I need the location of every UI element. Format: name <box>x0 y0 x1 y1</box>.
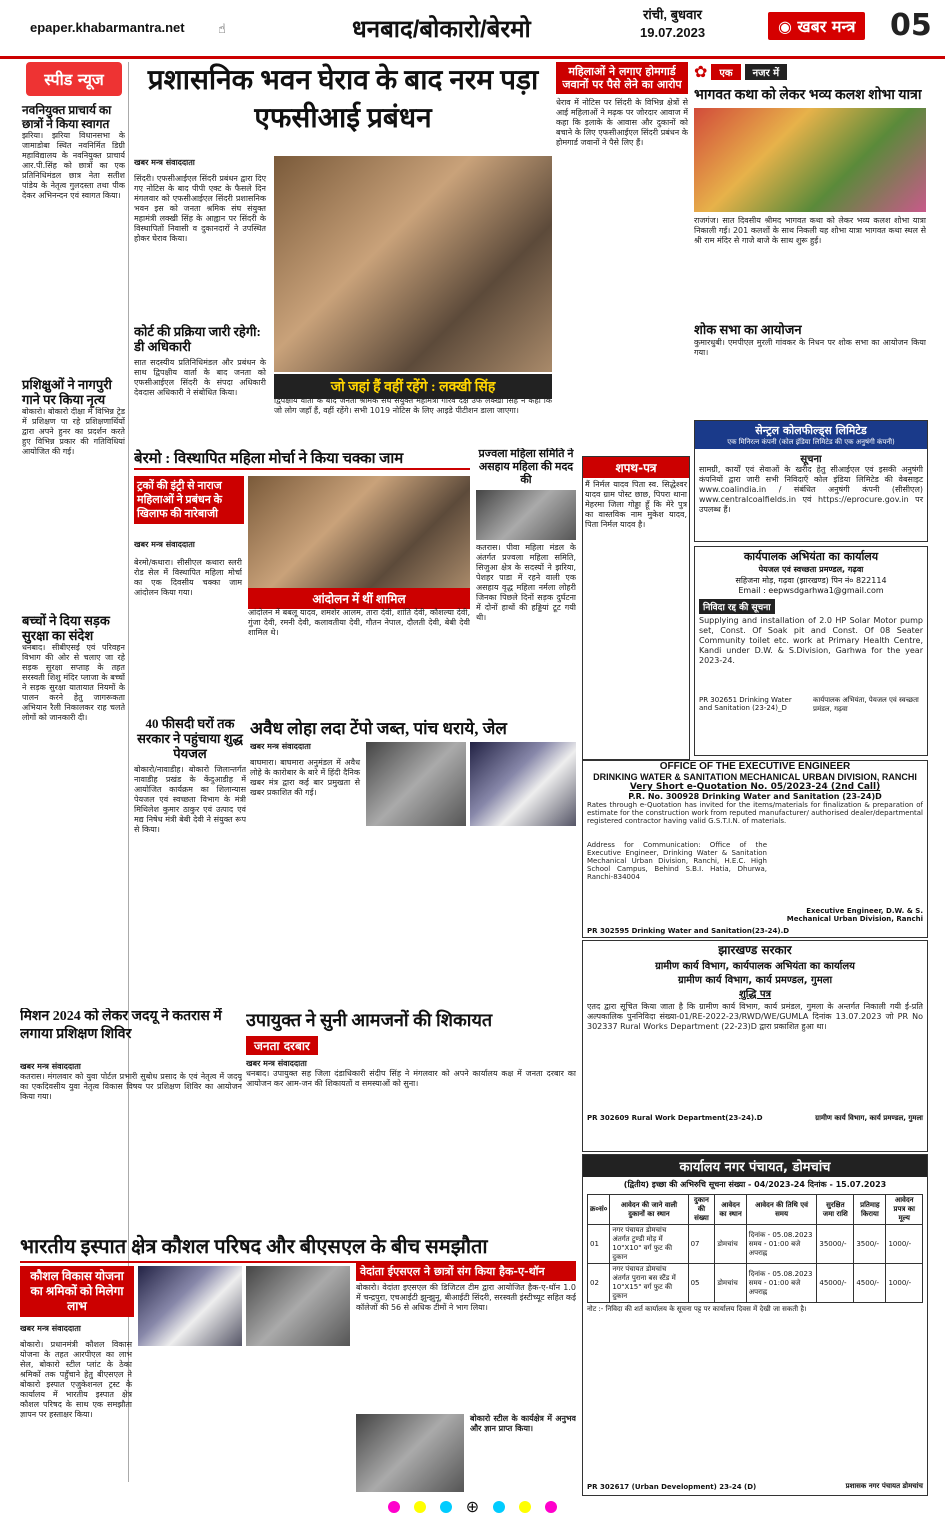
ccl-notice-title: सूचना <box>800 454 822 465</box>
iron-headline: अवैध लोहा लदा टेंपो जब्त, पांच धराये, जेल <box>250 719 507 738</box>
domchanch-notice <box>582 1154 928 1496</box>
gumla-notice <box>582 940 928 1152</box>
brand-logo <box>768 12 865 40</box>
women-allegation-box <box>556 62 688 442</box>
gumla-pr: PR 302609 Rural Work Department(23-24).D <box>587 1114 763 1122</box>
gumla-title: झारखण्ड सरकार <box>718 943 792 957</box>
table-header: आवेदन की जाने वाली दुकानों का स्थान <box>610 1195 688 1225</box>
speed-news-title-2: प्रशिक्षुओं ने नागपुरी गाने पर किया नृत्य <box>22 377 112 407</box>
bhagwat-headline: भागवत कथा को लेकर भव्य कलश शोभा यात्रा <box>694 88 922 103</box>
gumla-sign: ग्रामीण कार्य विभाग, कार्य प्रमण्डल, गुमला <box>815 1114 923 1122</box>
table-cell: दिनांक - 05.08.2023 समय - 01:00 बजे अपराह्न <box>746 1225 817 1264</box>
garhwa-body: Supplying and installation of 2.0 HP Solar Motor pump set, Const. Of Soak pit and Const. Of 08 Seater Community toilet etc. work at Primary Health Centre, Kandi under D.W. & S.Division, Garhwa for the year 2023-24. <box>699 616 923 665</box>
flower-icon: ✿ <box>694 62 708 81</box>
brand-logo-icon: ◉ <box>778 17 798 36</box>
lead-byline: खबर मन्त्र संवाददाता <box>134 158 195 167</box>
table-header: दुकान की संख्या <box>688 1195 715 1225</box>
ranchi-tender <box>582 760 928 938</box>
table-cell: 3500/- <box>854 1225 886 1264</box>
ranchi-body: Rates through e-Quotation has invited for the items/materials for finalization & preparation of estimate for the construction work from reputed manufacturer/ authorised dealer/departmental registered contractor having valid G.S.T.I.N. of materials. <box>587 801 923 825</box>
color-swatch-icon <box>414 1501 426 1513</box>
gumla-body: एतद द्वारा सूचित किया जाता है कि ग्रामीण कार्य विभाग, कार्य प्रमंडल, गुमला के अन्तर्गत निकाली गयी ई-प्रति अल्पकालिक पुननिविदा संख्या-01/RE-2022-23/RWD/WE/GUMLA दिनांक 13.07.2023 जो PR No 302337 Rural Works Department (22-23)D द्वारा प्रकाशित हुआ था। <box>587 1002 923 1031</box>
lead-body: सिंदरी। एफसीआईएल सिंदरी प्रबंधन द्वारा दिए गए नोटिस के बाद पीपी एक्ट के फैसले दिन मंगलवार को एफसीआईएल सिंदरी प्रशासनिक भवन इस को जनता श्रमिक संघ संयुक्त महामंत्री लक्खी सिंह के आह्वान पर सिंदरी के विस्थापितों निवासी व दुकानदारों ने उपस्थित होकर घेराव किया। <box>134 174 266 243</box>
color-swatch-icon <box>493 1501 505 1513</box>
dc-headline: उपायुक्त ने सुनी आमजनों की शिकायत <box>246 1010 493 1030</box>
garhwa-notice-title: निविदा रद्द की सूचना <box>699 599 775 614</box>
steel-byline: खबर मन्त्र संवाददाता <box>20 1324 81 1333</box>
garhwa-title: कार्यपालक अभियंता का कार्यालय <box>743 550 879 563</box>
jdu-byline: खबर मन्त्र संवाददाता <box>20 1062 81 1071</box>
vedanta-body: बोकारो। वेदांता इएसएल की डिजिटल टीम द्वारा आयोजित हैक-ए-थॉन 1.0 में चन्द्रपुरा, एचआईटी झुन्झुनू, बीआईटी सिंदरी, सरस्वती इंस्टीच्यूट सहित कई कॉलेजों की 56 से अधिक टीमों ने भाग लिया। <box>356 1283 576 1312</box>
garhwa-pr: PR 302651 Drinking Water and Sanitation (23-24)_D <box>699 696 792 712</box>
table-row <box>588 1225 923 1264</box>
table-header: आवेदन की तिथि एवं समय <box>746 1195 817 1225</box>
steel-mou-photo <box>138 1266 242 1346</box>
table-cell: 35000/- <box>817 1225 854 1264</box>
oath-body: मैं निर्मल यादव पिता स्व. सिद्धेश्वर यादव ग्राम पोस्ट छाछ, पिपरा थाना मेहरमा जिला गोड्डा हूँ कि मेरे पुत्र का वास्तविक नाम मुकेश यादव, पिता निर्मल यादव है। <box>585 480 687 529</box>
vedanta-hackathon-photo <box>356 1414 464 1492</box>
prajwala-story <box>476 448 576 710</box>
table-cell: दिनांक - 05.08.2023 समय - 01:00 बजे अपराह्न <box>746 1264 817 1303</box>
speed-news-title-1: नवनियुक्त प्राचार्य का छात्रों ने किया स्वागत <box>22 103 112 131</box>
domchanch-table <box>587 1194 923 1303</box>
ccl-company: सेन्ट्रल कोलफील्ड्स लिमिटेड <box>755 424 867 437</box>
lead-caption-body: द्विपक्षीय वार्ता के बाद जनता श्रमिक संघ संयुक्त महामंत्री गौरव दक्ष उर्फ लक्खी सिंह ने कहा कि जो लोग जहाँ हैं, वहीं रहेंगे। सभी 1019 नोटिस के लिए आइडे पीटीशन डाला जाएगा। <box>274 396 552 415</box>
table-cell: 1000/- <box>886 1264 923 1303</box>
domchanch-pr: PR 302617 (Urban Development) 23-24 (D) <box>587 1483 757 1491</box>
table-cell: 1000/- <box>886 1225 923 1264</box>
oath-title: शपथ-पत्र <box>583 457 689 478</box>
color-swatch-icon <box>545 1501 557 1513</box>
speed-news-body-3: धनबाद। सीबीएसई एवं परिवहन विभाग की ओर से चलाए जा रहे सड़क सुरक्षा सप्ताह के तहत सरस्वती शिशु मंदिर प्लाजा के बच्चों ने सड़क सुरक्षा यातायात नियमों के पालन करने हेतु जागरूकता अभियान रैली निकालकर राह चलते लोगों को जानकारी दी। <box>22 643 125 722</box>
iron-body: बाघमारा। बाघमारा अनुमंडल में अवैध लोहे के कारोबार के बारे में हिंदी दैनिक खबर मंत्र द्वारा कई बार प्रमुखता से खबर प्रकाशित की गई। <box>250 758 360 797</box>
table-cell: 01 <box>588 1225 610 1264</box>
ccl-company-sub: एक मिनिरत्न कंपनी (कोल इंडिया लिमिटेड की एक अनुषंगी कंपनी) <box>727 438 895 446</box>
brand-name: खबर मन्त्र <box>797 17 856 36</box>
domchanch-title: कार्यालय नगर पंचायत, डोमचांच <box>583 1155 927 1177</box>
lead-sub-body: सात सदस्यीय प्रतिनिधिमंडल और प्रबंधन के साथ द्विपक्षीय वार्ता के बाद जनता को एफसीआईएल सिंदरी के संपदा अधिकारी देवदास अधिकारी ने संबोधित किया। <box>134 358 266 397</box>
lead-subhead: कोर्ट की प्रक्रिया जारी रहेगी: डी अधिकारी <box>134 324 261 354</box>
table-cell: नगर पंचायत डोमचांच अंतर्गत पुराना बस स्टैंड में 10"X15" वर्ग फुट की दुकान <box>610 1264 688 1303</box>
bermo-body: बेरमो/कथारा। सीसीएल कथारा स्लरी रोड सेल में विस्थापित महिला मोर्चा का एक दिवसीय चक्का जाम आंदोलन किया गया। <box>134 558 242 597</box>
domchanch-note: नोट :- निविदा की शर्त कार्यालय के सूचना पट्ट पर कार्यालय दिवस में देखी जा सकती है। <box>587 1305 807 1313</box>
table-cell: 05 <box>688 1264 715 1303</box>
shok-sabha-headline: शोक सभा का आयोजन <box>694 322 802 337</box>
dc-story <box>246 1008 576 1228</box>
site-url[interactable]: epaper.khabarmantra.net <box>30 20 185 35</box>
speed-news-body-2: बोकारो। बोकारो दीक्षा में विभिन्न ट्रेड में प्रशिक्षण पा रहे प्रशिक्षणार्थियों द्वारा अपने हुनर का प्रदर्शन करते हुए विभिन्न प्रकार की गतिविधियां आयोजित की गई। <box>22 407 125 456</box>
ranchi-sign: Executive Engineer, D.W. & S. Mechanical Urban Division, Ranchi <box>786 907 923 923</box>
ranchi-pr: PR 302595 Drinking Water and Sanitation(23-24).D <box>587 927 790 935</box>
dc-byline: खबर मन्त्र संवाददाता <box>246 1059 307 1068</box>
tag-ek: एक <box>711 64 740 80</box>
iron-tempo-photo <box>366 742 466 826</box>
lead-story <box>134 62 552 442</box>
table-cell: नगर पंचायत डोमचांच अंतर्गत टुण्डी मोड़ में 10"X10" वर्ग फुट की दुकान <box>610 1225 688 1264</box>
domchanch-sub: (द्वितीय) इच्छा की अभिरुचि सूचना संख्या - 04/2023-24 दिनांक - 15.07.2023 <box>623 1180 887 1189</box>
table-cell: 45000/- <box>817 1264 854 1303</box>
lead-photo-caption: जो जहां हैं वहीं रहेंगे : लक्खी सिंह <box>274 374 552 399</box>
steel-group-photo <box>246 1266 350 1346</box>
dc-body: धनबाद। उपायुक्त सह जिला दंडाधिकारी संदीप सिंह ने मंगलवार को अपने कार्यालय कक्ष में जनता दरबार का आयोजन कर आम-जन की शिकायतों व समस्याओं को सुना। <box>246 1069 576 1088</box>
garhwa-tender <box>694 546 928 756</box>
edition-title: धनबाद/बोकारो/बेरमो <box>352 16 531 43</box>
iron-story <box>250 716 576 1006</box>
garhwa-email: Email : eepwsdgarhwa1@gmail.com <box>738 586 884 595</box>
footer-strip <box>0 1496 945 1517</box>
vedanta-headline: वेदांता ईएसएल ने छात्रों संग किया हैक-ए-थॉन <box>356 1262 576 1281</box>
table-header: आवेदन का स्थान <box>715 1195 746 1225</box>
ccl-banner <box>695 421 927 449</box>
ranchi-pno: P.R. No. 300928 Drinking Water and Sanitation (23-24)D <box>628 792 882 801</box>
table-header: क्र०सं० <box>588 1195 610 1225</box>
speed-news-body-1: झरिया। झरिया विधानसभा के जामाडोबा स्थित नवनिर्मित डिग्री महाविद्यालय के नवनियुक्त प्राचार्य आर.पी.सिंह को छात्रों का एक प्रतिनिधिमंडल छात्र नेता सतीश पांडेय के नेतृत्व गुलदस्ता तथा पीक देकर अभिनन्दन एवं स्वागत किया। <box>22 131 125 200</box>
registration-mark-icon: ⊕ <box>465 1497 480 1516</box>
cursor-icon: ☝ <box>218 22 226 37</box>
bermo-byline: खबर मन्त्र संवाददाता <box>134 540 195 549</box>
ranchi-title2: DRINKING WATER & SANITATION MECHANICAL URBAN DIVISION, RANCHI <box>593 772 917 782</box>
tag-nazar: नजर में <box>745 64 788 80</box>
jdu-headline: मिशन 2024 को लेकर जदयू ने कतरास में लगाया प्रशिक्षण शिविर <box>20 1009 222 1042</box>
ranchi-title: OFFICE OF THE EXECUTIVE ENGINEER <box>659 761 851 772</box>
steel-sub: कौशल विकास योजना का श्रमिकों को मिलेगा लाभ <box>20 1266 134 1317</box>
ccl-notice-body: सामग्री, कार्यों एवं सेवाओं के खरीद हेतु सीआईएल एवं इसकी अनुषंगी कंपनियों द्वारा जारी सभी निविदाएँ कोल इंडिया लिमिटेड की वेबसाइट www.coalindia.in / संबंधित अनुषंगी कंपनी (सीसीएल) www.centralcoalfields.in एवं https://eprocure.gov.in पर उपलब्ध हैं। <box>699 465 923 514</box>
steel-body: बोकारो। प्रधानमंत्री कौशल विकास योजना के तहत आरपीएल का लाभ सेल, बोकारो स्टील प्लांट के ठेका श्रमिकों तक पहुँचाने हेतु बीएसएल ने बोकारो इस्पात एजुकेशनल ट्रस्ट के कार्यालय में भारतीय इस्पात क्षेत्र कौशल परिषद के साथ एक समझौता ज्ञापन पर हस्ताक्षर किया। <box>20 1340 132 1419</box>
date: 19.07.2023 <box>640 25 706 40</box>
bhagwat-procession-photo <box>694 108 926 212</box>
women-headline: महिलाओं ने लगाए होमगार्ड जवानों पर पैसे लेने का आरोप <box>556 62 688 94</box>
bermo-photo-caption: आंदोलन में थीं शामिल <box>248 588 470 609</box>
bermo-story <box>134 448 470 710</box>
iron-accused-photo <box>470 742 576 826</box>
table-header-row <box>588 1195 923 1225</box>
color-swatch-icon <box>388 1501 400 1513</box>
ccl-notice <box>694 420 928 542</box>
water-headline: 40 फीसदी घरों तक सरकार ने पहुंचाया शुद्ध पेयजल <box>137 716 243 761</box>
jdu-body: कतरास। मंगलवार को युवा पोर्टल प्रभारी सुबोध प्रसाद के एवं नेतृत्व में जदयू का एकदिवसीय युवा नेतृत्व विकास विषय पर प्रशिक्षण शिविर का आयोजन किया गया। <box>20 1072 242 1101</box>
bermo-protest-photo <box>248 476 470 588</box>
ranchi-address: Address for Communication: Office of the Executive Engineer, Drinking Water & Sanitation Mechanical Urban Division, Ranchi, H.E.C. High School Campus, Behind S.B.I. Hatia, Dhurwa, Ranchi-834004 <box>587 841 767 881</box>
gumla-sub2: ग्रामीण कार्य विभाग, कार्य प्रमण्डल, गुमला <box>677 975 833 986</box>
table-cell: 07 <box>688 1225 715 1264</box>
bhagwat-body: राजगंज। सात दिवसीय श्रीमद भागवत कथा को लेकर भव्य कलश शोभा यात्रा निकाली गई। 201 कलशों के साथ निकली यह शोभा यात्रा भागवत कथा स्थल से श्री राम मंदिर से गाजे बाजे के साथ शुरू हुई। <box>694 216 926 245</box>
garhwa-sub: पेयजल एवं स्वच्छता प्रमण्डल, गढ़वा <box>758 565 864 574</box>
table-row <box>588 1264 923 1303</box>
ek-nazar-tag <box>694 62 926 81</box>
table-header: सुरक्षित जमा राशि <box>817 1195 854 1225</box>
vedanta-note: बोकारो स्टील के कार्यक्षेत्र में अनुभव और ज्ञान प्राप्त किया। <box>470 1414 576 1433</box>
bermo-headline: बेरमो : विस्थापित महिला मोर्चा ने किया चक्का जाम <box>134 448 470 470</box>
prajwala-headline: प्रज्वला महिला समिति ने असहाय महिला की मदद की <box>478 448 574 486</box>
prajwala-photo <box>476 490 576 540</box>
water-body: बोकारो/नावाडीह। बोकारो जिलान्तर्गत नावाडीह प्रखंड के केंदुआडीह में आयोजित कार्यक्रम का शिलान्यास पेयजल एवं स्वच्छता विभाग के मंत्री मिथिलेश कुमार ठाकुर एवं उत्पाद एवं मद्य निषेध मंत्री बेबी देवी ने संयुक्त रूप से किया। <box>134 765 246 834</box>
jdu-story <box>20 1008 242 1228</box>
garhwa-addr: सहिजना मोड़, गढ़वा (झारखण्ड) पिन नं० 822114 <box>735 576 887 585</box>
bermo-caption-body: आंदोलन में बबलू यादव, शमशेर आलम, तारा देवी, शांति देवी, कौशल्या देवी, गुंजा देवी, रमनी देवी, कलावतीया देवी, गौतन नेपाल, दौलती देवी, बेबी देवी शामिल थे। <box>248 608 470 637</box>
ranchi-eq: Very Short e-Quotation No. 05/2023-24 (2nd Call) <box>629 782 881 792</box>
table-cell: डोमचांच <box>715 1225 746 1264</box>
women-body: धेराव में नोटिस पर सिंदरी के विभिन्न क्षेत्रों से आई महिलाओं ने मढ़क पर जोरदार आवाज में कहा कि इलाके के आवास और दुकानों को बचाने के लिए एफसीआईएल सिंदरी प्रबंधन के होमगार्ड जवानों ने पैसे लिए हैं। <box>556 98 688 147</box>
garhwa-sign: कार्यपालक अभियंता, पेयजल एवं स्वच्छता प्रमंडल, गढ़वा <box>813 696 919 713</box>
iron-byline: खबर मन्त्र संवाददाता <box>250 742 311 751</box>
shok-sabha-body: कुमारधुबी। एमपीएल मुरली गांवकर के निधन पर शोक सभा का आयोजन किया गया। <box>694 338 926 357</box>
lead-crowd-photo <box>274 156 552 372</box>
table-cell: डोमचांच <box>715 1264 746 1303</box>
page-number: 05 <box>890 8 932 43</box>
speed-news-title-3: बच्चों ने दिया सड़क सुरक्षा का संदेश <box>22 613 110 643</box>
oath-box <box>582 456 690 760</box>
lead-headline: प्रशासनिक भवन घेराव के बाद नरम पड़ा एफसीआई प्रबंधन <box>147 65 539 134</box>
domchanch-sign: प्रशासक नगर पंचायत डोमचांच <box>845 1482 923 1490</box>
prajwala-body: कतरास। पीवा महिला मंडल के अंतर्गत प्रज्वला महिला समिति, सिजुआ क्षेत्र के सदस्यों ने झरिया, पेशहर पाडा में रहने वाली एक असहाय वृद्ध महिला नर्मला लोहरी जिनका पिछले दिनों सड़क दुर्घटना में दोनों हाथों की हड्डियां टूट गयी थी। <box>476 543 576 622</box>
vedanta-story <box>356 1262 576 1494</box>
color-swatch-icon <box>440 1501 452 1513</box>
gumla-sub: ग्रामीण कार्य विभाग, कार्यपालक अभियंता का कार्यालय <box>655 961 855 972</box>
masthead <box>0 0 945 59</box>
table-header: प्रतिमाह किराया <box>854 1195 886 1225</box>
gumla-notice-title: शुद्धि पत्र <box>738 989 772 1000</box>
table-header: आवेदन प्रपत्र का मूल्य <box>886 1195 923 1225</box>
dc-tag: जनता दरबार <box>246 1036 318 1055</box>
speed-news-logo: स्पीड न्यूज <box>26 62 122 96</box>
steel-headline: भारतीय इस्पात क्षेत्र कौशल परिषद और बीएसएल के बीच समझौता <box>20 1232 576 1263</box>
table-cell: 4500/- <box>854 1264 886 1303</box>
bhagwat-story <box>694 62 926 414</box>
dateline <box>640 6 705 42</box>
color-swatch-icon <box>519 1501 531 1513</box>
city-day: रांची, बुधवार <box>643 7 702 22</box>
bermo-highlight: ट्रकों की इंट्री से नाराज महिलाओं ने प्रबंधन के खिलाफ की नारेबाजी <box>134 476 244 524</box>
table-cell: 02 <box>588 1264 610 1303</box>
